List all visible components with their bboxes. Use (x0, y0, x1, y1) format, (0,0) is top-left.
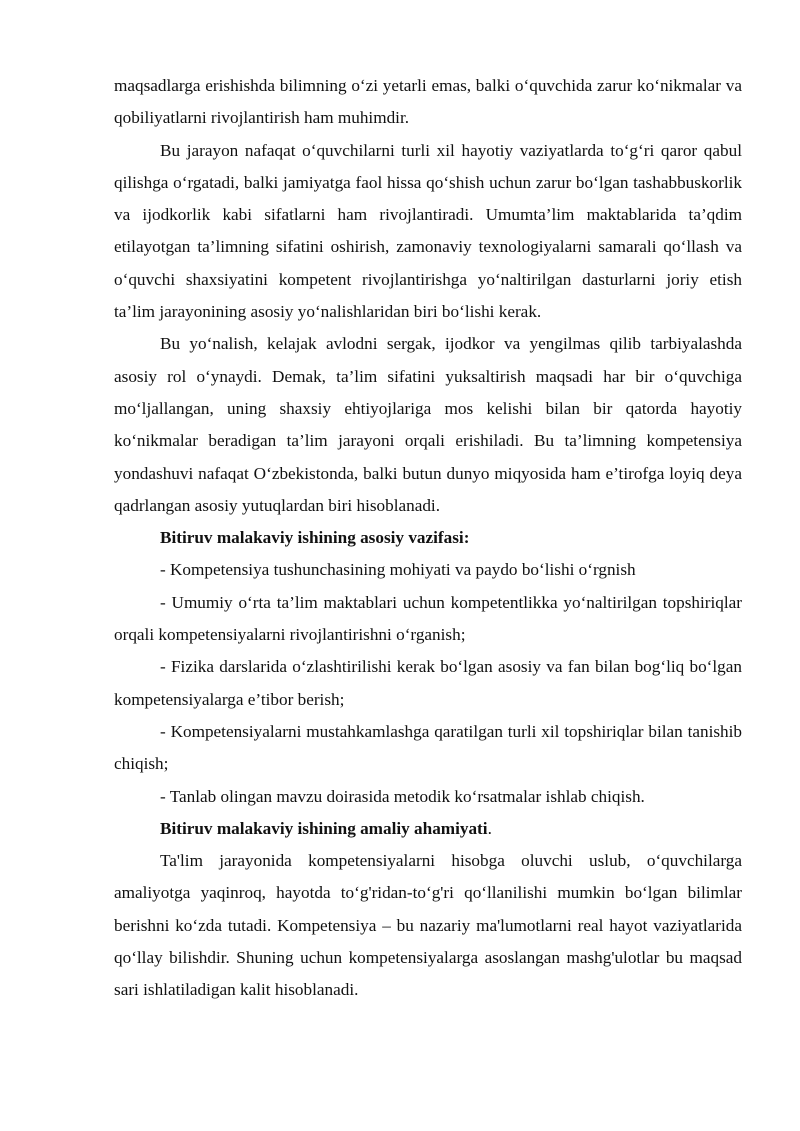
document-page (114, 70, 742, 1007)
list-item-1: - Kompetensiya tushunchasining mohiyati va paydo bo‘lishi o‘rgnish (160, 560, 636, 580)
heading-main-tasks: Bitiruv malakaviy ishining asosiy vazifasi: (160, 528, 470, 548)
paragraph-competence-approach: Ta'lim jarayonida kompetensiyalarni hisobga oluvchi uslub, o‘quvchilarga amaliyotga yaqinroq, hayotda to‘g'ridan-to‘g'ri qo‘llanilishi mumkin bo‘lgan bilimlar berishni ko‘zda tutadi. Kompetensiya – bu nazariy ma'lumotlarni real hayot vaziyatlarida qo‘llay bilishdir. Shuning uchun kompetensiyalarga asoslangan mashg'ulotlar bu maqsad sari ishlatiladigan kalit hisoblanadi. (114, 851, 742, 1000)
heading-period: . (487, 818, 492, 838)
heading-practical-significance (114, 813, 742, 845)
list-item-3: - Fizika darslarida o‘zlashtirilishi kerak bo‘lgan asosiy va fan bilan bog‘liq bo‘lgan kompetensiyalarga e’tibor berish; (114, 657, 742, 709)
paragraph-process: Bu jarayon nafaqat o‘quvchilarni turli xil hayotiy vaziyatlarda to‘g‘ri qaror qabul qilishga o‘rgatadi, balki jamiyatga faol hissa qo‘shish uchun zarur bo‘lgan tashabbuskorlik va ijodkorlik kabi sifatlarni ham rivojlantiradi. Umumta’lim maktablarida ta’qdim etilayotgan ta’limning sifatini oshirish, zamonaviy texnologiyalarni samarali qo‘llash va o‘quvchi shaxsiyatini kompetent rivojlantirishga yo‘naltirilgan dasturlarni joriy etish ta’lim jarayonining asosiy yo‘nalishlaridan biri bo‘lishi kerak. (114, 140, 742, 322)
list-item-5: - Tanlab olingan mavzu doirasida metodik ko‘rsatmalar ishlab chiqish. (160, 786, 645, 806)
paragraph-direction: Bu yo‘nalish, kelajak avlodni sergak, ijodkor va yengilmas qilib tarbiyalashda asosiy rol o‘ynaydi. Demak, ta’lim sifatini yuksaltirish maqsadi har bir o‘quvchiga mo‘ljallangan, uning shaxsiy ehtiyojlariga mos kelishi bilan bir qatorda hayotiy ko‘nikmalar beradigan ta’lim jarayoni orqali erishiladi. Bu ta’limning kompetensiya yondashuvi nafaqat O‘zbekistonda, balki butun dunyo miqyosida ham e’tirofga loyiq deya qadrlangan asosiy yutuqlardan biri hisoblanadi. (114, 334, 742, 515)
paragraph-continuation: maqsadlarga erishishda bilimning o‘zi yetarli emas, balki o‘quvchida zarur ko‘nikmalar va qobiliyatlarni rivojlantirish ham muhimdir. (114, 76, 742, 128)
heading-practical-significance-text: Bitiruv malakaviy ishining amaliy ahamiyati (160, 818, 488, 838)
list-item-4: - Kompetensiyalarni mustahkamlashga qaratilgan turli xil topshiriqlar bilan tanishib chiqish; (114, 721, 742, 774)
list-item-2: - Umumiy o‘rta ta’lim maktablari uchun kompetentlikka yo‘naltirilgan topshiriqlar orqali kompetensiyalarni rivojlantirishni o‘rganish; (114, 592, 742, 645)
